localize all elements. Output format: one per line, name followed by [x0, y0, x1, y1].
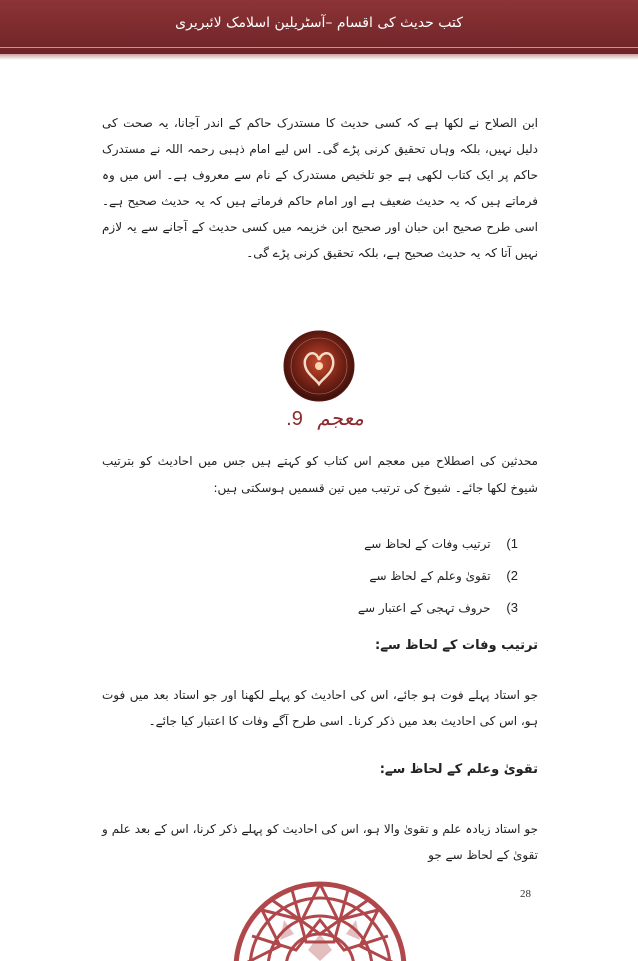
subheading-death-order: ترتیب وفات کے لحاظ سے:	[375, 638, 538, 653]
list-item-text: حروف تہجی کے اعتبار سے	[357, 601, 491, 615]
types-list	[218, 528, 518, 624]
page-header	[0, 0, 638, 54]
footer-ornament-icon	[232, 880, 408, 961]
subheading-piety-knowledge: تقویٰ وعلم کے لحاظ سے:	[379, 762, 538, 777]
paragraph-ibn-salah: ابن الصلاح نے لکھا ہے کہ کسی حدیث کا مستدرک حاکم کے اندر آجانا، یہ صحت کی دلیل نہیں، بلکہ وہاں تحقیق کرنی پڑے گی۔ اس لیے امام ذہبی رحمہ اللہ نے مستدرک حاکم پر ایک کتاب لکھی ہے جو تلخیص مستدرک کے نام سے معروف ہے۔ اس میں وہ فرماتے ہیں کہ یہ حدیث ضعیف ہے اور امام حاکم فرماتے ہیں کہ یہ حدیث صحیح ہے۔ اسی طرح صحیح ابن حبان اور صحیح ابن خزیمہ میں کسی حدیث کے آجانے سے یہ لازم نہیں آتا کہ یہ حدیث صحیح ہے، بلکہ تحقیق کرنی پڑے گی۔	[102, 116, 538, 260]
list-item	[218, 560, 518, 592]
list-item-text: تقویٰ وعلم کے لحاظ سے	[369, 569, 491, 583]
page-number: 28	[520, 888, 531, 900]
header-rule	[0, 47, 638, 48]
list-item-text: ترتیب وفات کے لحاظ سے	[364, 537, 491, 551]
list-item	[218, 592, 518, 624]
header-shadow	[0, 54, 638, 60]
paragraph-death-order: جو استاد پہلے فوت ہو جائے، اس کی احادیث کو پہلے لکھنا اور جو استاد بعد میں فوت ہو، اس کی احادیث بعد میں ذکر کرنا۔ اسی طرح آگے وفات کا اعتبار کیا جائے۔	[102, 688, 538, 728]
section-number: .9	[286, 408, 303, 430]
header-title: کتب حدیث کی اقسام –آسٹریلین اسلامک لائبریری	[175, 15, 463, 31]
list-item-number: 1)	[506, 536, 518, 551]
section-emblem-icon	[283, 330, 355, 402]
list-item	[218, 528, 518, 560]
paragraph-mujam-definition: محدثین کی اصطلاح میں معجم اس کتاب کو کہتے ہیں جس میں احادیث کو بترتیب شیوخ لکھا جائے۔ شیوخ کی ترتیب میں تین قسمیں ہوسکتی ہیں:	[102, 454, 538, 495]
section-name: معجم	[317, 406, 364, 430]
list-item-number: 3)	[506, 600, 518, 615]
section-title	[280, 406, 370, 438]
list-item-number: 2)	[506, 568, 518, 583]
paragraph-piety-knowledge: جو استاد زیادہ علم و تقویٰ والا ہو، اس کی احادیث کو پہلے ذکر کرنا، اس کے بعد علم و تقویٰ کے لحاظ سے جو	[102, 822, 538, 862]
